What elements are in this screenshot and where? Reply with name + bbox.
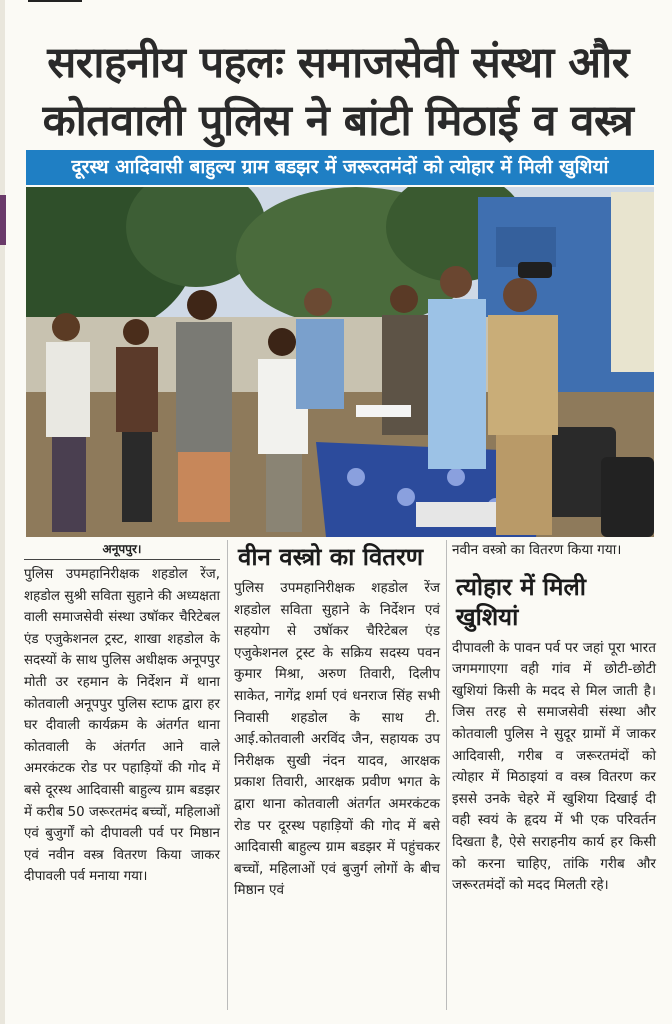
photo-person-2 — [116, 319, 158, 522]
news-photo — [26, 187, 654, 537]
photo-table-pattern — [447, 468, 465, 486]
column-1-body: पुलिस उपमहानिरीक्षक शहडोल रेंज, शहडोल सुश्री सविता सुहाने की अध्यक्षता वाली समाजसेवी संस्था उषॉकर चैरिटेबल एंड एजुकेशनल ट्रस्ट, शाखा शहडोल के सदस्यों के साथ पुलिस अधीक्षक अनूपपुर मोती उर रहमान के निर्देशन में थाना कोतवाली अनूपपुर पुलिस स्टाफ द्वारा हर घर दीवाली कार्यक्रम के अंतर्गत थाना कोतवाली के अंतर्गत आने वाले अमरकंटक रोड पर पहाड़ियों की गोद में बसे दूरस्थ आदिवासी बाहुल्य ग्राम बडझर में करीब 50 जरूरतमंद बच्चों, महिलाओं एवं बुजुर्गों को दीपावली पर्व पर मिष्ठान एवं नवीन वस्त्र वितरण किया जाकर दीपावली पर्व मनाया गया। — [24, 567, 220, 885]
column-3-body: दीपावली के पावन पर्व पर जहां पूरा भारत जगमगाएगा वही गांव में छोटी-छोटी खुशियां किसी के मदद से मिल जाती है। जिस तरह से समाजसेवी संस्था और कोतवाली पुलिस ने सुदूर ग्रामों में जाकर आदिवासी, गरीब व जरूरतमंदों को त्योहार में मिठाइयां व वस्त्र वितरण कर इससे उनके चेहरे में खुशिया दिखाई दी वही स्वयं के हृदय में भी एक परिवर्तन दिखता है, ऐसे सराहनीय कार्य हर किसी को करना चाहिए, तांकि गरीब और जरूरतमंदों को मदद मिलती रहे। — [452, 639, 656, 894]
headline-line-1: सराहनीय पहलः समाजसेवी संस्था और — [47, 38, 629, 88]
photo-table-pattern — [397, 488, 415, 506]
photo-building-window — [496, 227, 556, 267]
column-rule-1 — [227, 540, 228, 1010]
column-rule-2 — [446, 540, 447, 1010]
section-heading-distribution: वीन वस्त्रो का वितरण — [238, 543, 424, 571]
left-margin-mark — [0, 195, 6, 245]
dateline: अनूपपुर। — [24, 540, 220, 560]
article-column-2 — [234, 540, 440, 902]
article-column-3 — [452, 540, 656, 897]
photo-person-3 — [176, 290, 232, 522]
photo-banner-board — [611, 192, 654, 372]
article-column-1 — [24, 540, 220, 888]
section-heading-festival-joy: त्योहार में मिली खुशियां — [456, 572, 586, 631]
photo-table-pattern — [347, 468, 365, 486]
photo-chair-2 — [601, 457, 654, 537]
news-photo-icon — [26, 187, 654, 537]
headline — [14, 34, 662, 150]
column-2-body: पुलिस उपमहानिरीक्षक शहडोल रेंज शहडोल सविता सुहाने के निर्देशन एवं सहयोग से उषॉकर चैरिटेबल एंड एजुकेशनल ट्रस्ट के सक्रिय सदस्य पवन कुमार मिश्रा, अरुण तिवारी, दिलीप साकेत, नागेंद्र शर्मा एवं धनराज सिंह सभी निवासी शहडोल के साथ टी. आई.कोतवाली अरविंद जैन, सहायक उप निरीक्षक सुखी नंदन यादव, आरक्षक प्रकाश तिवारी, आरक्षक प्रवीण भगत के द्वारा थाना कोतवाली अंतर्गत अमरकंटक रोड पर दूरस्थ पहाड़ियों की गोद में बसे आदिवासी बाहुल्य ग्राम बडझर में पहुंचकर बच्चों, महिलाओं एवं बुजुर्ग लोगों के बीच मिष्ठान एवं — [234, 580, 440, 899]
photo-person-1 — [46, 313, 90, 532]
column-3-continuation: नवीन वस्त्रो का वितरण किया गया। — [452, 542, 622, 558]
headline-line-2: कोतवाली पुलिस ने बांटी मिठाई व वस्त्र — [42, 96, 634, 146]
photo-handover-packet — [356, 405, 411, 417]
page-left-edge — [0, 0, 5, 1024]
subheadline-banner: दूरस्थ आदिवासी बाहुल्य ग्राम बडझर में जरूरतमंदों को त्योहार में मिली खुशियां — [26, 150, 654, 185]
top-rule — [28, 0, 82, 2]
